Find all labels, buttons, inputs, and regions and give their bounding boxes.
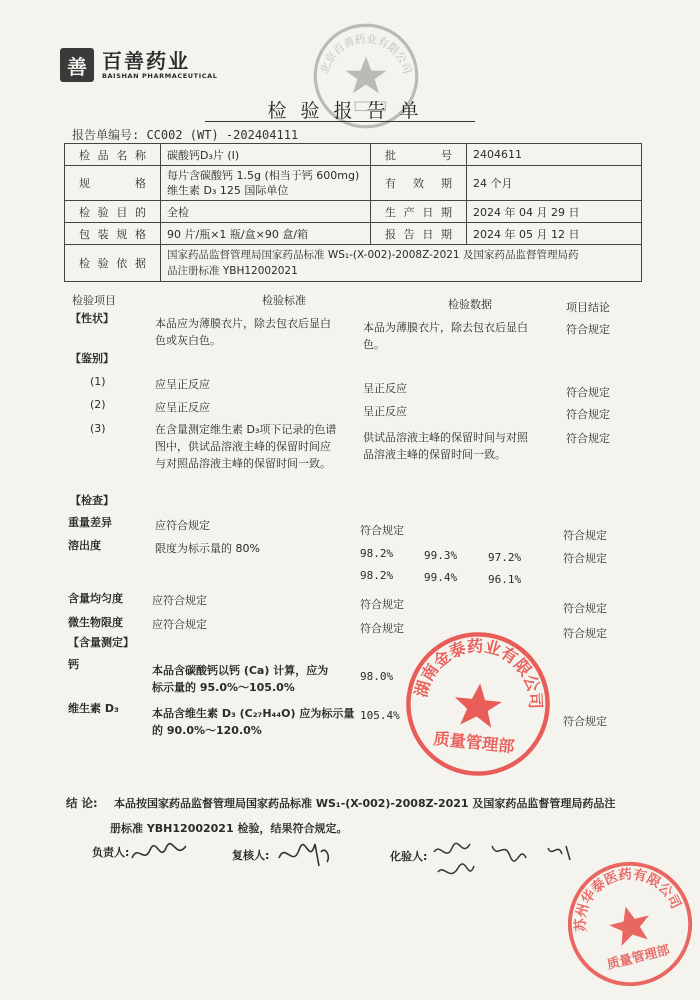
uniformity-conclusion: 符合规定 <box>563 602 607 615</box>
product-value: 碳酸钙D₃片 (Ⅰ) <box>161 144 371 166</box>
batch-label: 批 号 <box>371 144 467 166</box>
vitamin-d3-item: 维生素 D₃ <box>68 702 119 715</box>
table-row <box>65 166 642 201</box>
mfg-date-value: 2024 年 04 月 29 日 <box>467 201 642 223</box>
dissolution-value: 99.3% <box>424 549 458 562</box>
pack-label: 包装规格 <box>65 223 161 245</box>
id3-conclusion: 符合规定 <box>566 432 610 445</box>
section-check: 【检查】 <box>70 494 114 507</box>
conclusion-label: 结 论: <box>66 796 98 810</box>
col-header-standard: 检验标准 <box>262 294 306 307</box>
purpose-label: 检验目的 <box>65 201 161 223</box>
id2-number: (2) <box>90 398 106 411</box>
uniformity-standard: 应符合规定 <box>152 594 207 607</box>
batch-value: 2404611 <box>467 144 642 166</box>
vitamin-d3-conclusion: 符合规定 <box>563 715 607 728</box>
section-character: 【性状】 <box>70 312 114 325</box>
table-row <box>65 223 642 245</box>
responsible-label: 负责人: <box>92 846 130 859</box>
weight-data: 符合规定 <box>360 524 404 537</box>
dissolution-value: 99.4% <box>424 571 458 584</box>
dissolution-value: 98.2% <box>360 547 394 560</box>
company-name-en: BAISHAN PHARMACEUTICAL <box>102 72 218 80</box>
col-header-data: 检验数据 <box>448 298 492 311</box>
weight-conclusion: 符合规定 <box>563 529 607 542</box>
svg-text:北京百善药业有限公司: 北京百善药业有限公司 <box>317 32 415 76</box>
microbe-item: 微生物限度 <box>68 616 123 629</box>
table-row <box>65 144 642 166</box>
microbe-data: 符合规定 <box>360 622 404 635</box>
col-header-conclusion: 项目结论 <box>566 301 610 314</box>
product-label: 检 品 名 称 <box>65 144 161 166</box>
table-row <box>65 245 642 282</box>
report-date-value: 2024 年 05 月 12 日 <box>467 223 642 245</box>
inspector-label: 化验人: <box>390 850 428 863</box>
dissolution-conclusion: 符合规定 <box>563 552 607 565</box>
reviewer-label: 复核人: <box>232 849 270 862</box>
conclusion-line-1: 本品按国家药品监督管理局国家药品标准 WS₁-(X-002)-2008Z-2021 及国家药品监督管理局药品注 <box>114 797 616 810</box>
id2-data: 呈正反应 <box>363 405 407 418</box>
id3-number: (3) <box>90 422 106 435</box>
id1-conclusion: 符合规定 <box>566 386 610 399</box>
mfg-date-label: 生产日期 <box>371 201 467 223</box>
responsible-signature <box>130 840 190 870</box>
logo-mark-icon: 善 <box>60 48 94 82</box>
title-underline <box>205 121 475 122</box>
dissolution-item: 溶出度 <box>68 539 101 552</box>
dissolution-standard: 限度为标示量的 80% <box>155 542 260 555</box>
pack-value: 90 片/瓶×1 瓶/盒×90 盒/箱 <box>161 223 371 245</box>
calcium-standard: 本品含碳酸钙以钙 (Ca) 计算，应为 标示量的 95.0%～105.0% <box>152 664 329 694</box>
weight-standard: 应符合规定 <box>155 519 210 532</box>
id1-standard: 应呈正反应 <box>155 378 210 391</box>
section-identify: 【鉴别】 <box>70 352 114 365</box>
report-number: 报告单编号: CC002 (WT) -202404111 <box>72 128 299 142</box>
conclusion-line-2: 册标准 YBH12002021 检验，结果符合规定。 <box>110 822 348 835</box>
quality-dept-stamp <box>397 623 560 786</box>
dissolution-value: 98.2% <box>360 569 394 582</box>
character-standard: 本品应为薄膜衣片，除去包衣后显白 色或灰白色。 <box>155 317 331 347</box>
dissolution-value: 97.2% <box>488 551 522 564</box>
id2-standard: 应呈正反应 <box>155 401 210 414</box>
basis-label: 检验依据 <box>65 245 161 282</box>
svg-text:湖南金泰药业有限公司: 湖南金泰药业有限公司 <box>411 636 546 710</box>
product-info-table <box>64 143 642 282</box>
spec-line-2: 维生素 D₃ 125 国际单位 <box>167 184 289 197</box>
microbe-standard: 应符合规定 <box>152 618 207 631</box>
id3-standard: 在含量测定维生素 D₃项下记录的色谱 图中，供试品溶液主峰的保留时间应 与对照品溶液主峰的保留时间一致。 <box>155 423 337 470</box>
purpose-value: 全检 <box>161 201 371 223</box>
character-data: 本品为薄膜衣片，除去包衣后显白 色。 <box>363 321 528 351</box>
report-date-label: 报告日期 <box>371 223 467 245</box>
svg-text:质量管理部: 质量管理部 <box>432 728 516 757</box>
svg-text:质量管理部: 质量管理部 <box>605 942 672 973</box>
validity-value: 24 个月 <box>467 166 642 201</box>
section-assay: 【含量测定】 <box>68 636 134 649</box>
spec-line-1: 每片含碳酸钙 1.5g (相当于钙 600mg) <box>167 169 360 182</box>
document-title: 检验报告单 <box>267 100 433 122</box>
svg-text:苏州华泰医药有限公司: 苏州华泰医药有限公司 <box>573 867 683 932</box>
validity-label: 有 效 期 <box>371 166 467 201</box>
calcium-data: 98.0% <box>360 670 394 683</box>
id1-number: (1) <box>90 375 106 388</box>
calcium-item: 钙 <box>68 658 79 671</box>
vitamin-d3-data: 105.4% <box>360 709 400 722</box>
uniformity-item: 含量均匀度 <box>68 592 123 605</box>
vitamin-d3-standard: 本品含维生素 D₃ (C₂₇H₄₄O) 应为标示量 的 90.0%～120.0% <box>152 707 355 737</box>
company-logo <box>60 48 217 82</box>
basis-line-2: 品注册标准 YBH12002021 <box>167 265 298 277</box>
uniformity-data: 符合规定 <box>360 598 404 611</box>
table-row <box>65 201 642 223</box>
basis-line-1: 国家药品监督管理局国家药品标准 WS₁-(X-002)-2008Z-2021 及国家药品监督管理局药 <box>167 249 579 261</box>
spec-label: 规 格 <box>65 166 161 201</box>
id1-data: 呈正反应 <box>363 382 407 395</box>
id3-data: 供试品溶液主峰的保留时间与对照 品溶液主峰的保留时间一致。 <box>363 431 528 461</box>
weight-item: 重量差异 <box>68 516 112 529</box>
microbe-conclusion: 符合规定 <box>563 627 607 640</box>
character-conclusion: 符合规定 <box>566 323 610 336</box>
reviewer-signature <box>275 838 335 874</box>
col-header-item: 检验项目 <box>72 294 116 307</box>
company-name-cn: 百善药业 <box>102 49 190 73</box>
dissolution-value: 96.1% <box>488 573 522 586</box>
id2-conclusion: 符合规定 <box>566 408 610 421</box>
